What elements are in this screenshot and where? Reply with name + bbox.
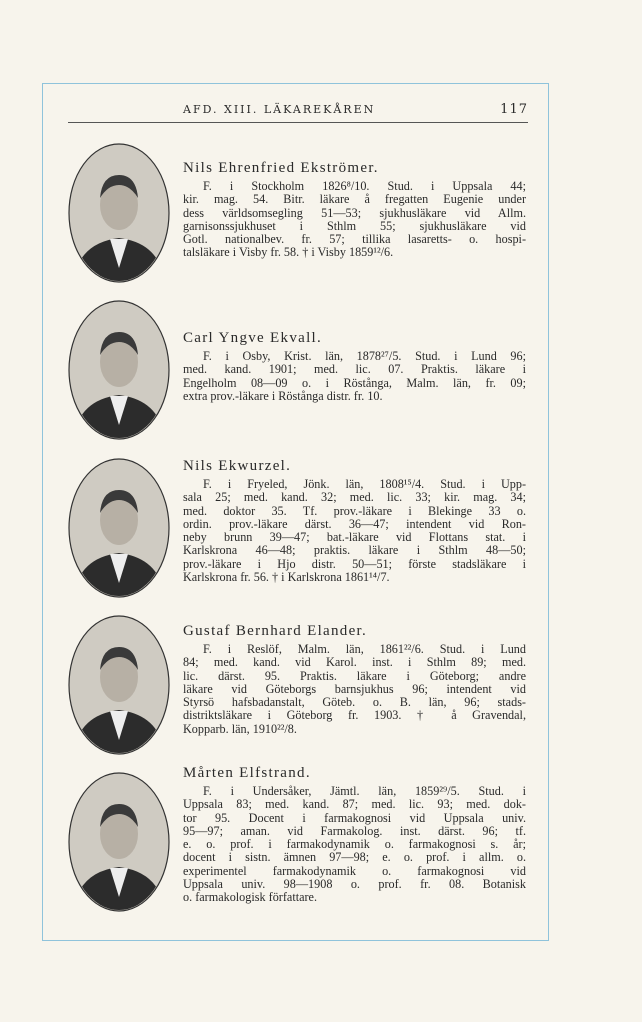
biography-line: prov.-läkare i Hjo distr. 50—51; förste stadsläkare i xyxy=(183,556,526,571)
person-name: Nils Ekwurzel. xyxy=(183,458,292,474)
biography-line: med. kand. 1901; med. lic. 07. Praktis. läkare i xyxy=(183,362,526,377)
person-name: Nils Ehrenfried Ekströmer. xyxy=(183,160,379,176)
person-name: Mårten Elfstrand. xyxy=(183,765,311,781)
biography-line: med. doktor 35. Tf. prov.-läkare i Blekinge 33 o. xyxy=(183,503,526,518)
biography-line: läkare vid Göteborgs barnsjukhus 96; intendent vid xyxy=(183,681,526,696)
biography-entry xyxy=(183,765,526,905)
biography-entry xyxy=(183,330,526,403)
biography-line: 84; med. kand. vid Karol. inst. i Sthlm 89; med. xyxy=(183,655,526,670)
biography-line: extra prov.-läkare i Röstånga distr. fr. 10. xyxy=(183,388,383,403)
biography-entry xyxy=(183,458,526,584)
biography-line: experimentel farmakodynamik o. farmakognosi vid xyxy=(183,863,526,878)
biography-line: F. i Fryeled, Jönk. län, 1808¹⁵/4. Stud. i Upp- xyxy=(203,477,526,491)
biography-line: Styrsö hafsbadanstalt, Göteb. o. B. län, 96; stads- xyxy=(183,695,526,710)
portrait-photo xyxy=(68,772,170,912)
biography-line: Engelholm 08—09 o. i Röstånga, Malm. län, fr. 09; xyxy=(183,375,526,390)
portrait-photo xyxy=(68,458,170,598)
biography-line: kir. mag. 54. Bitr. läkare å fregatten Eugenie under xyxy=(183,192,526,207)
biography-line: sala 25; med. kand. 32; med. lic. 33; kir. mag. 34; xyxy=(183,490,526,505)
biography-line: e. o. prof. i farmakodynamik o. farmakognosi s. år; xyxy=(183,837,526,852)
portrait-photo xyxy=(68,143,170,283)
biography-line: Gotl. nationalbev. fr. 57; tillika lasaretts- o. hospi- xyxy=(183,232,526,247)
person-name: Carl Yngve Ekvall. xyxy=(183,330,323,346)
biography-line: 95—97; aman. vid Farmakolog. inst. därst. 96; tf. xyxy=(183,823,526,838)
biography-entry xyxy=(183,160,526,260)
section-title: AFD. XIII. LÄKAREKÅREN xyxy=(183,103,376,116)
biography-line: garnisonssjukhuset i Sthlm 55; sjukhusläkare vid xyxy=(183,218,526,233)
person-name: Gustaf Bernhard Elander. xyxy=(183,623,368,639)
portrait-photo xyxy=(68,300,170,440)
biography-line: o. farmakologisk författare. xyxy=(183,890,318,905)
running-header xyxy=(183,103,528,116)
biography-line: ordin. prov.-läkare därst. 36—47; intendent vid Ron- xyxy=(183,516,526,531)
biography-line: Uppsala univ. 98—1908 o. prof. fr. 08. Botanisk xyxy=(183,877,526,892)
biography-entry xyxy=(183,623,526,736)
biography-line: lic. därst. 95. Praktis. läkare i Göteborg; andre xyxy=(183,668,526,683)
biography-line: talsläkare i Visby fr. 58. † i Visby 1859¹²/6. xyxy=(183,245,394,260)
header-rule xyxy=(68,122,528,123)
biography-line: neby brunn 39—47; bat.-läkare vid Flottans stat. i xyxy=(183,530,526,545)
biography-line: Karlskrona fr. 56. † i Karlskrona 1861¹⁴/7. xyxy=(183,570,390,585)
biography-line: F. i Undersåker, Jämtl. län, 1859²⁹/5. Stud. i xyxy=(203,784,526,798)
biography-line: tor 95. Docent i farmakognosi vid Uppsala univ. xyxy=(183,810,526,825)
biography-line: F. i Osby, Krist. län, 1878²⁷/5. Stud. i Lund 96; xyxy=(203,349,526,363)
biography-line: F. i Stockholm 1826⁸/10. Stud. i Uppsala 44; xyxy=(203,179,526,193)
biography-line: Karlskrona 46—48; praktis. läkare i Sthlm 48—50; xyxy=(183,543,526,558)
portrait-photo xyxy=(68,615,170,755)
biography-line: Kopparb. län, 1910²²/8. xyxy=(183,721,297,736)
biography-line: docent i sistn. ämnen 97—98; e. o. prof. i allm. o. xyxy=(183,850,526,865)
biography-line: Uppsala 83; med. kand. 87; med. lic. 93; med. dok- xyxy=(183,797,526,812)
page-number: 117 xyxy=(500,102,528,117)
biography-line: distriktsläkare i Göteborg fr. 1903. † å Gravendal, xyxy=(183,708,526,723)
biography-line: F. i Reslöf, Malm. län, 1861²²/6. Stud. i Lund xyxy=(203,642,526,656)
biography-line: dess världsomsegling 51—53; sjukhusläkare vid Allm. xyxy=(183,205,526,220)
